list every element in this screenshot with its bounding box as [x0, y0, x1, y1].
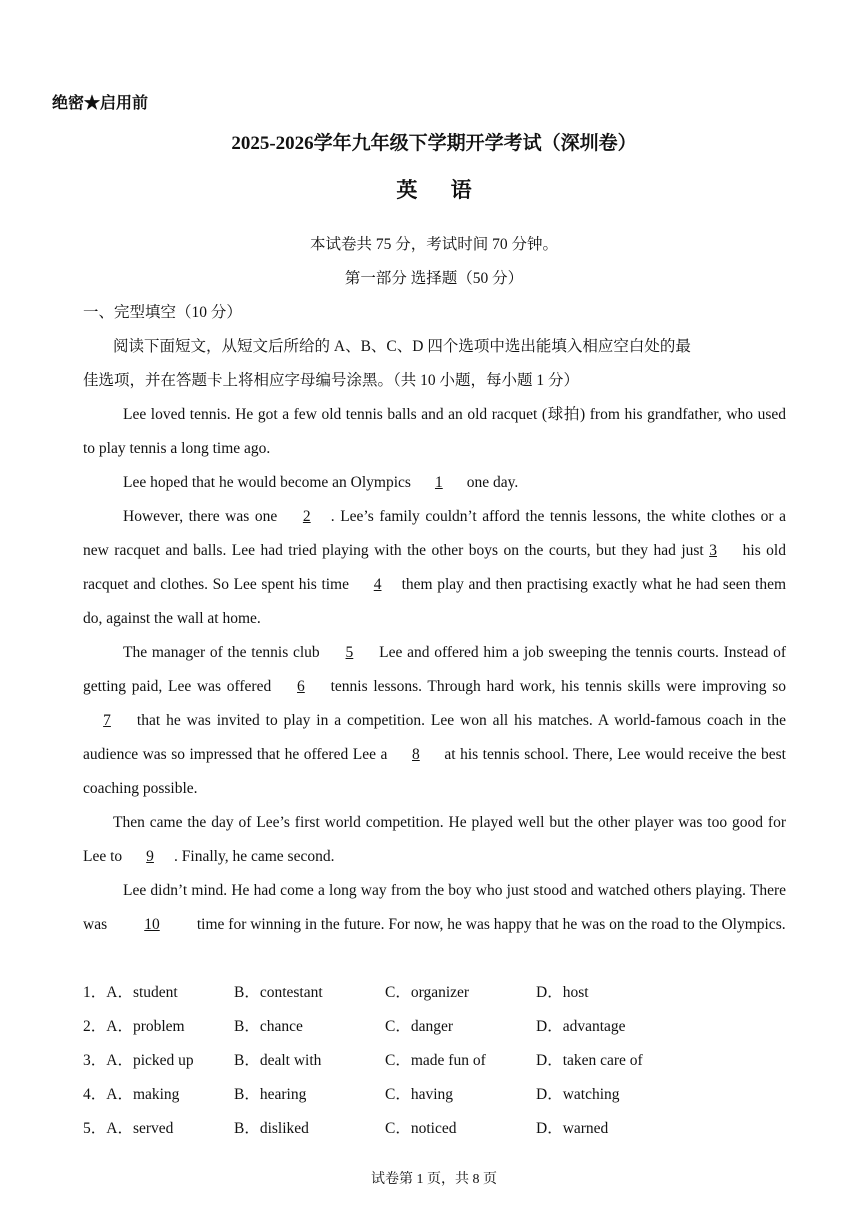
section-heading: 一、完型填空（10 分）	[83, 304, 242, 321]
page-footer: 试卷第 1 页，共 8 页	[371, 1172, 497, 1187]
blank-1: 1	[434, 474, 443, 491]
option-a: 3．A．picked up	[83, 1052, 194, 1069]
option-b: B．contestant	[234, 984, 323, 1001]
option-row-4	[83, 1078, 786, 1112]
instructions-line-2: 佳选项，并在答题卡上将相应字母编号涂黑。（共 10 小题，每小题 1 分）	[83, 372, 580, 389]
option-a: 2．A．problem	[83, 1018, 185, 1035]
option-d: D．advantage	[536, 1018, 626, 1035]
option-d: D．watching	[536, 1086, 620, 1103]
option-row-5	[83, 1112, 786, 1146]
passage-body	[83, 330, 786, 942]
blank-6: 6	[297, 678, 305, 695]
option-b: B．disliked	[234, 1120, 309, 1137]
option-a: 5．A．served	[83, 1120, 174, 1137]
paragraph-2: Lee hoped that he would become an Olympics 1 one day.	[83, 466, 786, 500]
option-d: D．warned	[536, 1120, 609, 1137]
secret-label: 绝密★启用前	[52, 95, 149, 112]
option-b: B．chance	[234, 1018, 303, 1035]
option-row-1	[83, 976, 786, 1010]
blank-3: 3	[709, 542, 717, 559]
blank-4: 4	[373, 576, 382, 593]
blank-8: 8	[412, 746, 420, 763]
exam-info: 本试卷共 75 分，考试时间 70 分钟。	[309, 236, 558, 253]
option-row-3	[83, 1044, 786, 1078]
option-c: C．noticed	[385, 1120, 457, 1137]
paragraph-4: The manager of the tennis club 5 Lee and offered him a job sweeping the tennis courts. Instead of getting paid, Lee was offered 6 tennis lessons. Through hard work, his tennis skills were improving so 7 that he was invited to play in a competition. Lee won all his matches. A world-famous coach in the audience was so impressed that he offered Lee a 8 at his tennis school. There, Lee would receive the best coaching possible.	[83, 636, 786, 806]
option-b: B．hearing	[234, 1086, 307, 1103]
option-a: 1．A．student	[83, 984, 178, 1001]
option-c: C．having	[385, 1086, 454, 1103]
blank-2: 2	[302, 508, 311, 525]
option-d: D．taken care of	[536, 1052, 643, 1069]
blank-5: 5	[345, 644, 354, 661]
blank-9: 9	[146, 848, 154, 865]
instructions-line-1: 阅读下面短文，从短文后所给的 A、B、C、D 四个选项中选出能填入相应空白处的最	[113, 338, 691, 355]
paragraph-3: However, there was one 2 . Lee’s family couldn’t afford the tennis lessons, the white clothes or a new racquet and balls. Lee had tried playing with the other boys on the courts, but they had just 3 his old racquet and clothes. So Lee spent his time 4 them play and then practising exactly what he had seen them do, against the wall at home.	[83, 500, 786, 636]
part-heading: 第一部分 选择题（50 分）	[344, 270, 524, 287]
option-a: 4．A．making	[83, 1086, 180, 1103]
option-b: B．dealt with	[234, 1052, 322, 1069]
subject-title: 英 语	[396, 178, 486, 202]
option-c: C．danger	[385, 1018, 454, 1035]
option-d: D．host	[536, 984, 589, 1001]
option-row-2	[83, 1010, 786, 1044]
option-c: C．organizer	[385, 984, 470, 1001]
options-list	[83, 976, 786, 1146]
paragraph-1: Lee loved tennis. He got a few old tennis balls and an old racquet (球拍) from his grandfather, who used to play tennis a long time ago.	[83, 406, 786, 457]
option-c: C．made fun of	[385, 1052, 486, 1069]
blank-7: 7	[103, 712, 111, 729]
exam-title: 2025-2026学年九年级下学期开学考试（深圳卷）	[231, 133, 637, 154]
blank-10: 10	[144, 916, 160, 933]
paragraph-5: Then came the day of Lee’s first world competition. He played well but the other player was too good for Lee to 9 . Finally, he came second.	[83, 806, 786, 874]
paragraph-6: Lee didn’t mind. He had come a long way from the boy who just stood and watched others playing. There was 10 time for winning in the future. For now, he was happy that he was on the road to the Olympics.	[83, 874, 786, 942]
